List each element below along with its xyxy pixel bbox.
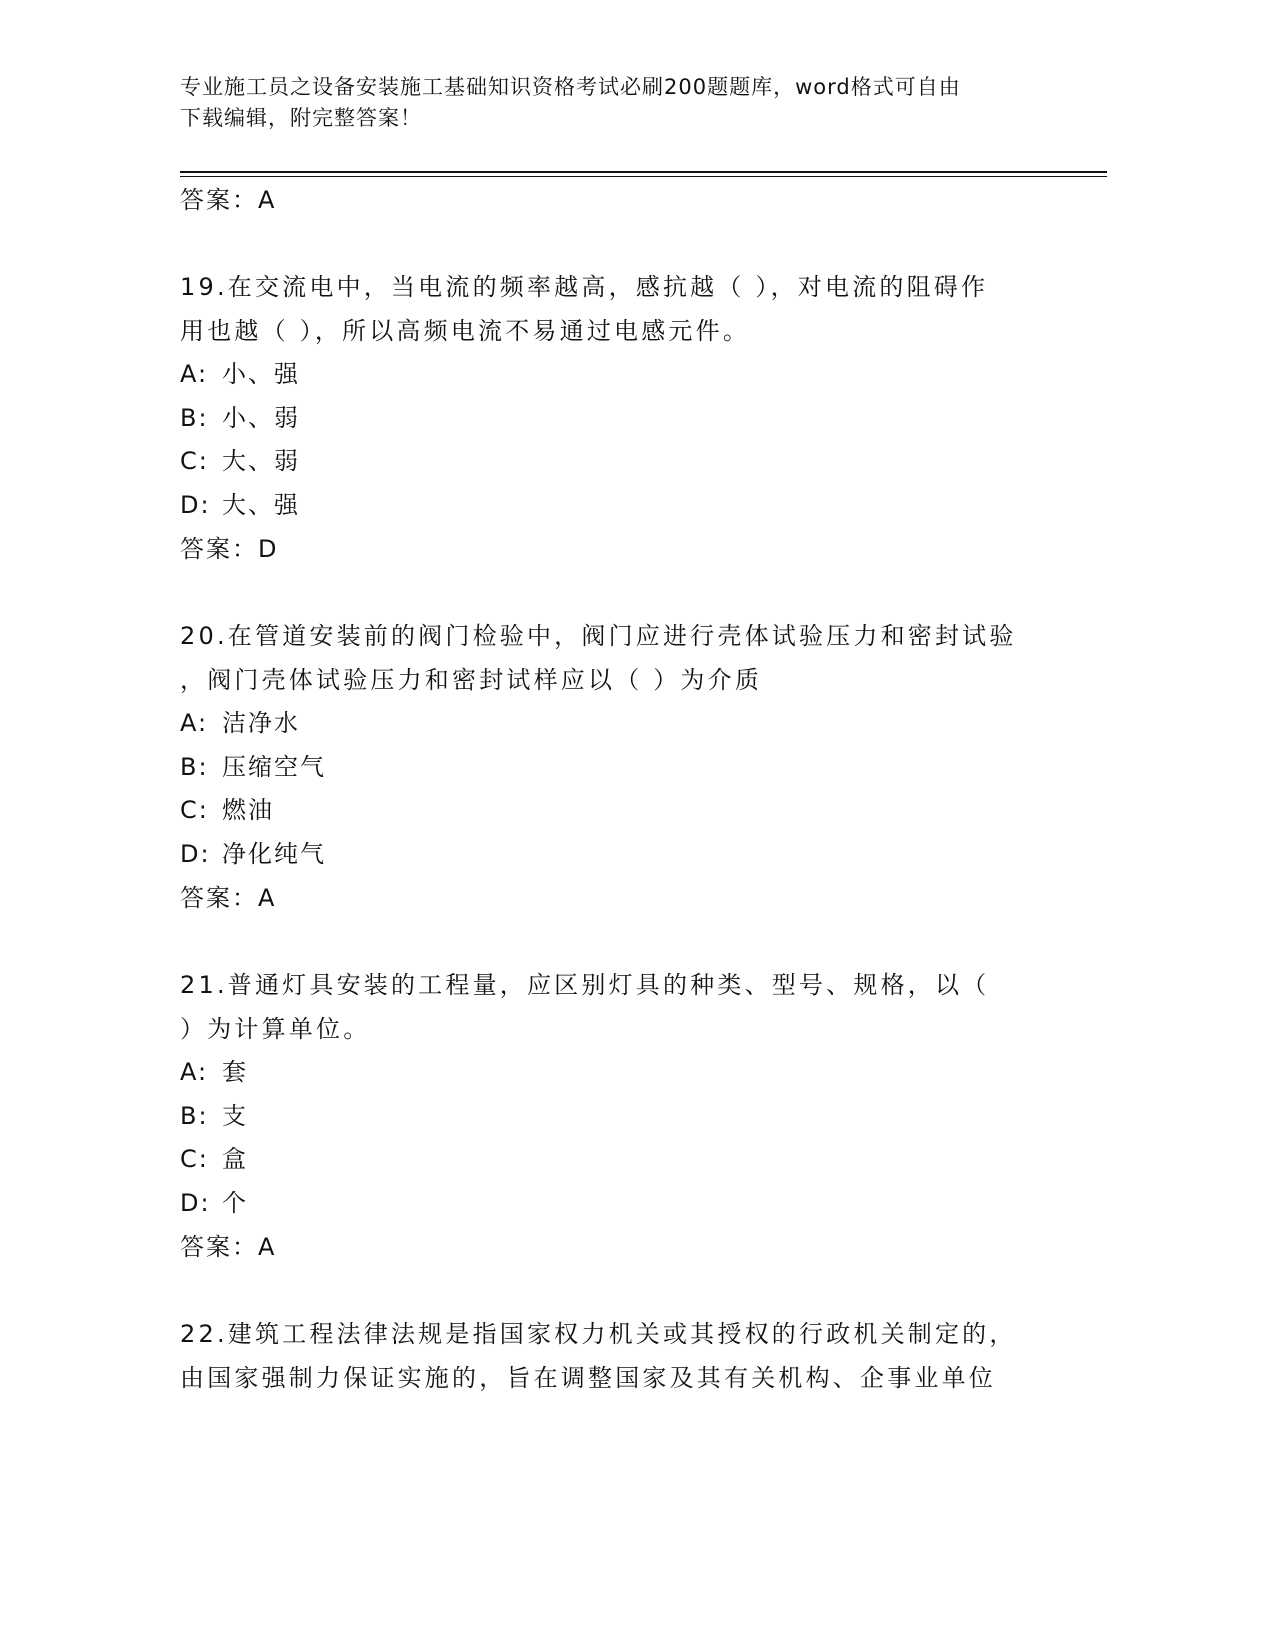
answer-label: 答案：D <box>180 535 279 563</box>
option-text: 小、弱 <box>222 403 300 432</box>
option-text: 大、强 <box>222 490 300 519</box>
option-text: 大、弱 <box>222 447 300 475</box>
option-key: A: <box>180 360 209 388</box>
option-a <box>180 702 1050 746</box>
question-line: 用也越（ ），所以高频电流不易通过电感元件。 <box>180 317 751 345</box>
option-text: 净化纯气 <box>222 839 326 868</box>
header-rule-thin <box>180 176 1107 177</box>
header-line-2: 下载编辑，附完整答案！ <box>180 106 422 130</box>
spacer <box>180 222 1050 265</box>
option-c <box>180 789 1050 833</box>
question-21 <box>180 963 1050 1269</box>
question-list <box>180 178 1050 1400</box>
header-rule-thick <box>180 171 1107 173</box>
option-b <box>180 746 1050 790</box>
option-a <box>180 353 1050 397</box>
option-key: D: <box>180 1188 211 1217</box>
answer-label: 答案：A <box>180 186 277 214</box>
option-text: 套 <box>222 1058 248 1086</box>
option-key: C: <box>180 447 209 475</box>
option-a <box>180 1051 1050 1095</box>
answer-label: 答案：A <box>180 884 277 912</box>
option-key: C: <box>180 796 209 824</box>
option-d <box>180 484 1050 528</box>
option-text: 燃油 <box>222 796 274 824</box>
question-text <box>180 614 1050 702</box>
option-key: B: <box>180 403 209 432</box>
option-key: C: <box>180 1145 209 1173</box>
header-line-1: 专业施工员之设备安装施工基础知识资格考试必刷200题题库，word格式可自由 <box>180 75 961 99</box>
spacer <box>180 571 1050 614</box>
option-key: A: <box>180 709 209 737</box>
option-d <box>180 833 1050 877</box>
question-text <box>180 1312 1050 1400</box>
option-b <box>180 1095 1050 1139</box>
question-22 <box>180 1312 1050 1400</box>
question-line: 21.普通灯具安装的工程量，应区别灯具的种类、型号、规格，以（ <box>180 971 990 999</box>
option-text: 洁净水 <box>222 709 300 737</box>
question-line: 19.在交流电中，当电流的频率越高，感抗越（ ），对电流的阻碍作 <box>180 273 989 301</box>
option-key: D: <box>180 490 211 519</box>
question-line: ，阀门壳体试验压力和密封试样应以（ ）为介质 <box>180 666 763 694</box>
question-text <box>180 265 1050 353</box>
option-d <box>180 1182 1050 1226</box>
option-c <box>180 1138 1050 1182</box>
option-c <box>180 440 1050 484</box>
option-key: B: <box>180 752 209 781</box>
document-header <box>180 72 1060 134</box>
question-19 <box>180 265 1050 571</box>
question-line: 由国家强制力保证实施的，旨在调整国家及其有关机构、企事业单位 <box>180 1364 996 1392</box>
answer-label: 答案：A <box>180 1233 277 1261</box>
option-text: 支 <box>222 1101 248 1130</box>
option-text: 压缩空气 <box>222 752 326 781</box>
option-text: 个 <box>222 1188 248 1217</box>
option-text: 小、强 <box>222 360 300 388</box>
option-text: 盒 <box>222 1145 248 1173</box>
spacer <box>180 1269 1050 1312</box>
question-line: 22.建筑工程法律法规是指国家权力机关或其授权的行政机关制定的， <box>180 1320 1017 1348</box>
option-b <box>180 397 1050 441</box>
option-key: A: <box>180 1058 209 1086</box>
option-key: D: <box>180 839 211 868</box>
question-text <box>180 963 1050 1051</box>
question-20 <box>180 614 1050 920</box>
question-line: 20.在管道安装前的阀门检验中，阀门应进行壳体试验压力和密封试验 <box>180 622 1017 650</box>
question-line: ）为计算单位。 <box>180 1015 371 1043</box>
spacer <box>180 920 1050 963</box>
option-key: B: <box>180 1101 209 1130</box>
